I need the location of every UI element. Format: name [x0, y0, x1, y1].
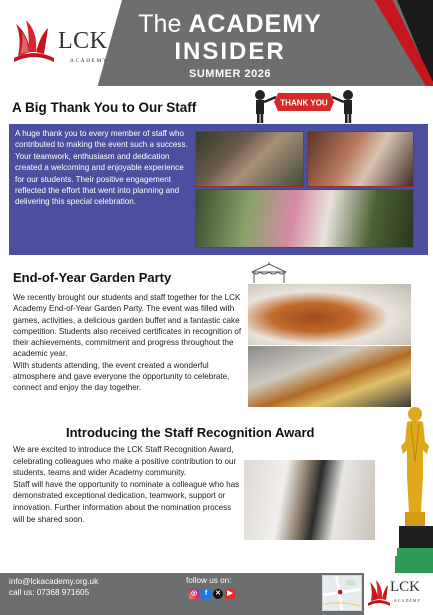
title-insider: INSIDER — [174, 38, 286, 65]
social-links — [189, 589, 235, 599]
award-paragraph-1: We are excited to introduce the LCK Staff Recognition Award, celebrating colleagues who make a positive contribution to our students, teams and wider Academy community. — [13, 445, 237, 478]
footer-logo — [364, 573, 433, 615]
instagram-icon[interactable]: ◎ — [190, 590, 198, 597]
buffet-photo-1 — [248, 284, 411, 345]
facebook-icon[interactable]: f — [201, 589, 211, 599]
thanks-panel — [9, 124, 428, 255]
logo-subtext: ACADEMY — [70, 58, 109, 64]
footer-logo-text: LCK — [390, 579, 420, 595]
thanks-heading: A Big Thank You to Our Staff — [12, 100, 197, 115]
award-trophy-icon — [385, 402, 433, 580]
footer-logo-subtext: ACADEMY — [394, 598, 422, 603]
garden-body — [13, 292, 245, 394]
garden-paragraph-1: We recently brought our students and staff together for the LCK Academy End-of-Year Garden Party. The event was filled with games, activities, a delicious garden buffet and a fantastic cake competition. Students also received certificates in recognition of their achievements, commitment and progress throughout the academic year. — [13, 293, 242, 359]
x-icon[interactable]: ✕ — [213, 589, 223, 599]
award-heading: Introducing the Staff Recognition Award — [66, 425, 315, 440]
title-line-1 — [120, 10, 340, 38]
location-map-icon[interactable] — [322, 575, 362, 611]
lck-logo — [8, 18, 116, 74]
award-presentation-photo — [244, 460, 375, 540]
photo-frame-3 — [195, 189, 414, 248]
logo-text: LCK — [58, 28, 108, 54]
photo-frame-1 — [195, 131, 304, 187]
footer-phone[interactable]: call us: 07368 971605 — [9, 588, 90, 597]
title-the: The — [138, 10, 182, 38]
youtube-icon[interactable]: ▶ — [225, 589, 235, 599]
buffet-photo-2 — [248, 346, 411, 407]
garden-heading: End-of-Year Garden Party — [13, 270, 172, 285]
newsletter-footer — [0, 573, 433, 615]
garden-paragraph-2: With students attending, the event created a wonderful atmosphere and gave everyone the opportunity to celebrate, connect and enjoy the day together. — [13, 360, 230, 393]
issue-subtitle: SUMMER 2026 — [189, 68, 271, 80]
footer-follow-label: follow us on: — [186, 576, 232, 585]
footer-book-flame-icon — [366, 579, 392, 609]
footer-email[interactable]: info@lckacademy.org.uk — [9, 577, 99, 586]
photo-frame-2 — [307, 131, 414, 187]
party-tent-icon — [250, 262, 288, 284]
thank-you-figures-icon — [248, 89, 360, 123]
newsletter-header — [0, 0, 433, 92]
thanks-body: A huge thank you to every member of staff who contributed to making the event such a success. Your teamwork, enthusiasm and dedication created a welcoming and enjoyable experience for our students. Their positive engagement reflected the effort that went into planning and delivering this special celebration. — [15, 129, 188, 207]
book-flame-logo-icon — [8, 18, 60, 70]
award-paragraph-2: Staff will have the opportunity to nominate a colleague who has demonstrated exceptional dedication, teamwork, support or innovation. Further information about the nomination process will be shared soon. — [13, 479, 240, 524]
title-academy: ACADEMY — [188, 10, 322, 38]
thank-you-sign-text: THANK YOU — [280, 98, 328, 108]
award-body — [13, 444, 241, 525]
